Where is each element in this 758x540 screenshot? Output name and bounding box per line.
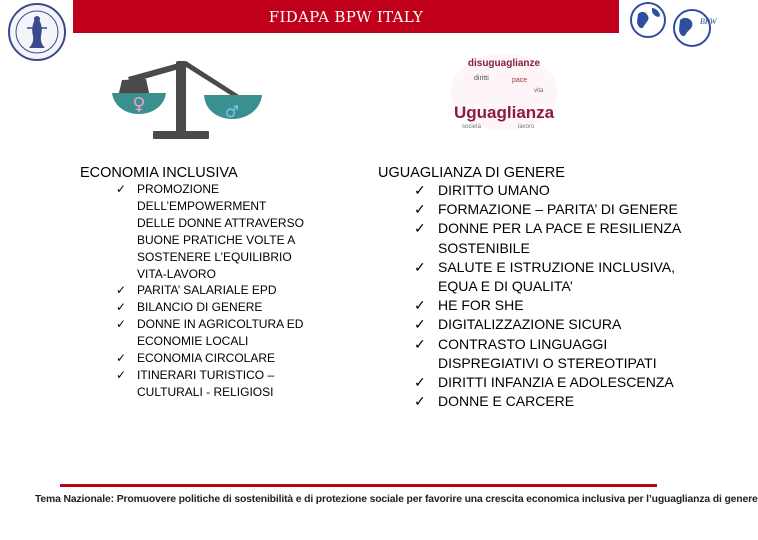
- wordcloud-word: diritti: [474, 75, 489, 82]
- list-item: ✓ ITINERARI TURISTICO – CULTURALI - RELIGIOSI: [116, 367, 275, 399]
- checkmark-icon: ✓: [414, 374, 426, 391]
- list-item: ✓ DIRITTO UMANO: [414, 181, 710, 200]
- list-item: ✓ DIRITTI INFANZIA E ADOLESCENZA: [414, 373, 710, 392]
- checkmark-icon: ✓: [414, 316, 426, 333]
- checkmark-icon: ✓: [414, 182, 426, 198]
- checkmark-icon: ✓: [116, 351, 127, 366]
- scales-of-justice-icon: [108, 55, 263, 150]
- checkmark-icon: ✓: [116, 300, 127, 315]
- wordcloud-word: società: [462, 124, 482, 130]
- bpw-globe-logo: [628, 0, 717, 50]
- left-column-title: ECONOMIA INCLUSIVA: [80, 165, 238, 181]
- checkmark-icon: ✓: [116, 317, 127, 332]
- checkmark-icon: ✓: [116, 182, 127, 196]
- svg-text:♂: ♂: [224, 102, 240, 121]
- footer-theme-text: Tema Nazionale: Promuovere politiche di sostenibilità e di protezione sociale per favorire una crescita economica inclusiva per l’uguaglianza di genere: [35, 494, 758, 505]
- list-item: ✓ DONNE IN AGRICOLTURA ED ECONOMIE LOCALI: [116, 317, 304, 349]
- svg-text:♀: ♀: [132, 94, 146, 115]
- header-title: FIDAPA BPW ITALY: [268, 7, 424, 26]
- list-item: ✓ BILANCIO DI GENERE: [116, 300, 263, 315]
- checkmark-icon: ✓: [414, 258, 426, 275]
- checkmark-icon: ✓: [116, 367, 127, 382]
- list-item: ✓ FORMAZIONE – PARITA’ DI GENERE: [414, 200, 710, 219]
- left-checklist: [116, 181, 306, 401]
- wordcloud-word: lavoro: [518, 124, 535, 130]
- checkmark-icon: ✓: [414, 297, 426, 314]
- list-item: ✓ PARITA’ SALARIALE EPD: [116, 283, 277, 298]
- list-item: ✓ DONNE E CARCERE: [414, 392, 710, 411]
- header-bar: [73, 0, 619, 33]
- fidapa-seal-logo: [7, 2, 67, 62]
- uguaglianza-wordcloud-image: [448, 52, 560, 132]
- wordcloud-main-word: Uguaglianza: [454, 103, 555, 122]
- wordcloud-word: disuguaglianze: [467, 58, 541, 69]
- footer-divider: [60, 484, 657, 487]
- right-column-title: UGUAGLIANZA DI GENERE: [378, 165, 565, 181]
- list-item: ✓ SALUTE E ISTRUZIONE INCLUSIVA, EQUA E DI QUALITA’: [414, 258, 676, 295]
- wordcloud-word: pace: [512, 77, 528, 84]
- bpw-logo-text: BPW: [700, 17, 717, 26]
- list-item: ✓ DIGITALIZZAZIONE SICURA: [414, 315, 710, 334]
- checkmark-icon: ✓: [414, 201, 426, 218]
- checkmark-icon: ✓: [414, 220, 426, 237]
- right-checklist: [414, 181, 710, 411]
- list-item: ✓ PROMOZIONE DELL’EMPOWERMENT DELLE DONNE ATTRAVERSO BUONE PRATICHE VOLTE A SOSTENERE L’EQUILIBRIO VITA-LAVORO: [116, 182, 304, 281]
- list-item: ✓ DONNE PER LA PACE E RESILIENZA SOSTENIBILE: [414, 220, 681, 256]
- checkmark-icon: ✓: [414, 393, 426, 410]
- checkmark-icon: ✓: [116, 283, 127, 298]
- list-item: ✓ ECONOMIA CIRCOLARE: [116, 351, 276, 366]
- checkmark-icon: ✓: [414, 335, 426, 352]
- wordcloud-word: vita: [534, 88, 544, 94]
- list-item: ✓ HE FOR SHE: [414, 296, 710, 315]
- list-item: ✓ CONTRASTO LINGUAGGI DISPREGIATIVI O STEREOTIPATI: [414, 335, 657, 371]
